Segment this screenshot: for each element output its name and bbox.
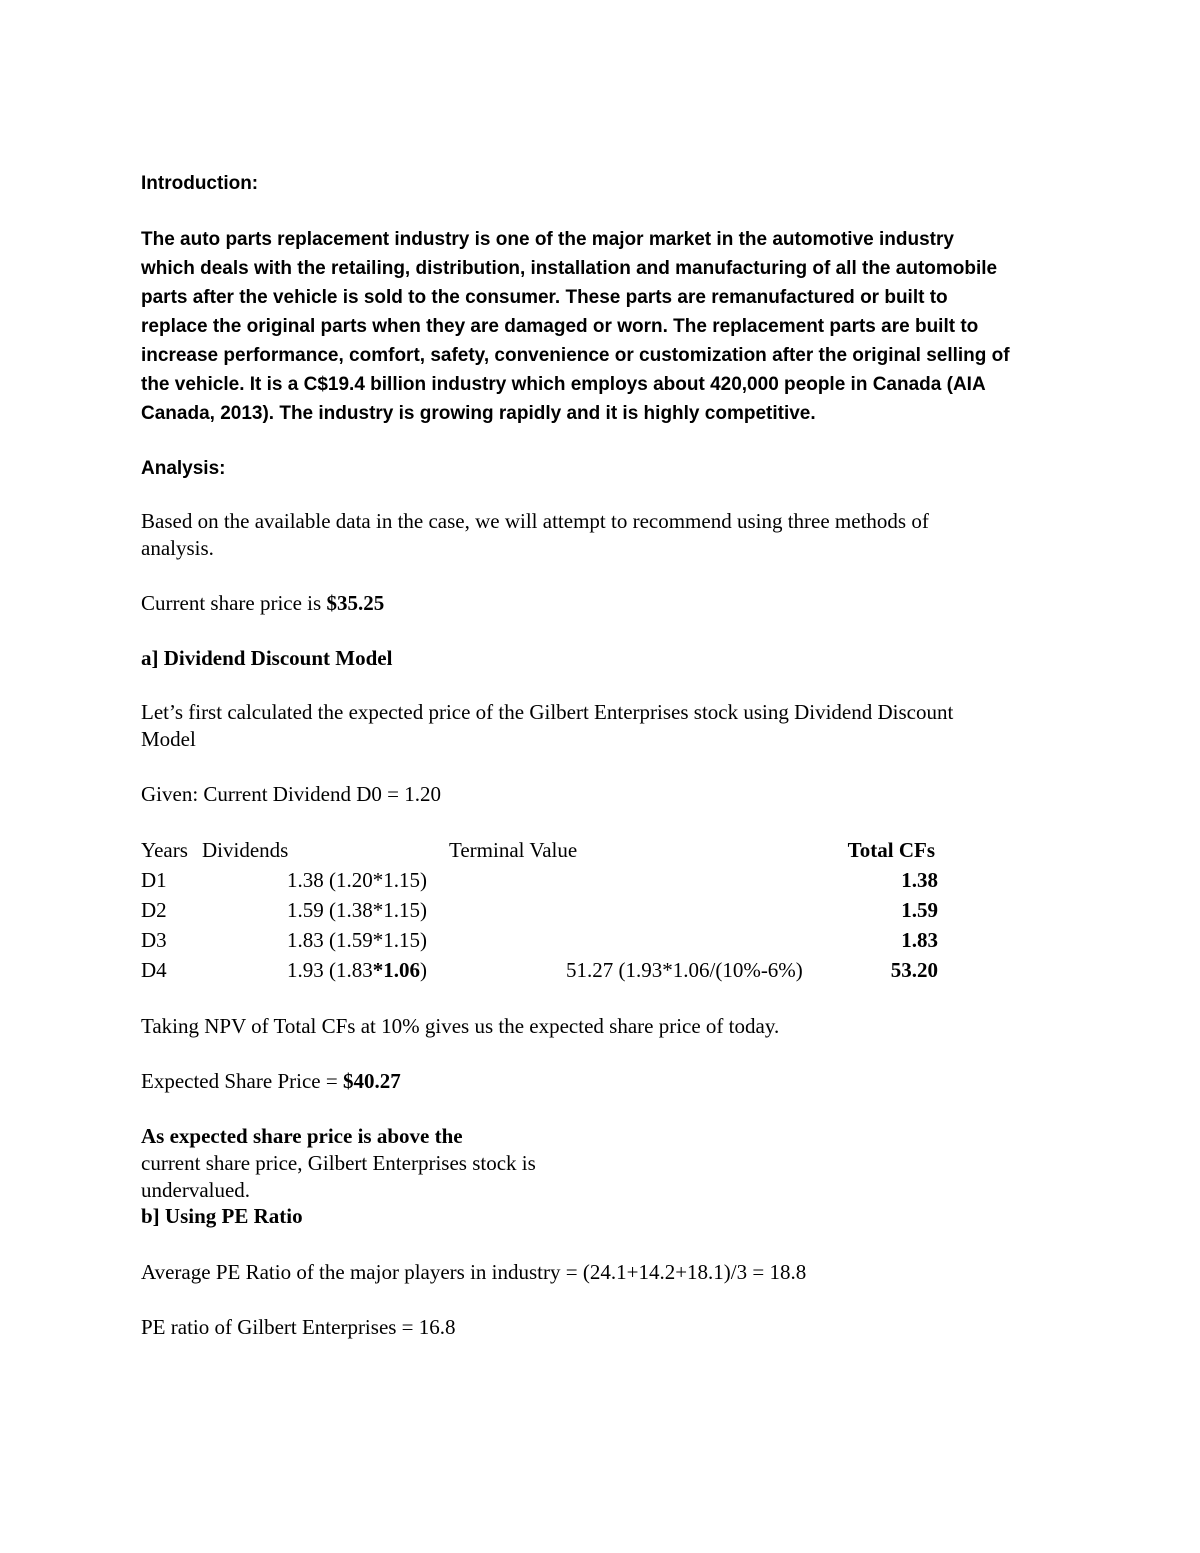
analysis-paragraph bbox=[141, 508, 1071, 562]
given-dividend: Given: Current Dividend D0 = 1.20 bbox=[141, 782, 441, 806]
header-years: Years bbox=[141, 838, 188, 862]
expected-price-label: Expected Share Price = bbox=[141, 1069, 343, 1093]
ddm-intro-paragraph bbox=[141, 699, 1071, 753]
row-dividend bbox=[287, 957, 427, 984]
average-pe-ratio: Average PE Ratio of the major players in industry = (24.1+14.2+18.1)/3 = 18.8 bbox=[141, 1260, 807, 1284]
row-total: 1.59 bbox=[901, 898, 938, 922]
paragraph-line: replace the original parts when they are damaged or worn. The replacement parts are built to bbox=[141, 316, 979, 337]
introduction-heading: Introduction: bbox=[141, 173, 259, 194]
pe-heading: b] Using PE Ratio bbox=[141, 1204, 303, 1228]
paragraph-line: Let’s first calculated the expected price of the Gilbert Enterprises stock using Dividend Discount bbox=[141, 700, 954, 724]
header-dividends: Dividends bbox=[202, 838, 289, 862]
introduction-paragraph bbox=[141, 225, 1071, 428]
row-dividend: 1.38 (1.20*1.15) bbox=[287, 868, 427, 892]
expected-price-value: $40.27 bbox=[342, 1069, 401, 1093]
conclusion-text: current share price, Gilbert Enterprises stock is bbox=[141, 1151, 536, 1175]
analysis-heading: Analysis: bbox=[141, 458, 226, 479]
row-year: D1 bbox=[141, 868, 167, 892]
dividend-text: 1.93 (1.83 bbox=[287, 958, 373, 982]
expected-share-price bbox=[141, 1068, 401, 1095]
row-total: 53.20 bbox=[890, 958, 938, 982]
row-total: 1.83 bbox=[901, 928, 938, 952]
row-year: D2 bbox=[141, 898, 167, 922]
paragraph-line: which deals with the retailing, distribution, installation and manufacturing of all the automobile bbox=[141, 258, 998, 279]
paragraph-line: undervalued. bbox=[141, 1178, 251, 1202]
row-year: D4 bbox=[141, 958, 167, 982]
paragraph-line: the vehicle. It is a C$19.4 billion industry which employs about 420,000 people in Canada (AIA bbox=[141, 374, 986, 395]
row-dividend: 1.59 (1.38*1.15) bbox=[287, 898, 427, 922]
header-terminal-value: Terminal Value bbox=[449, 838, 578, 862]
row-year: D3 bbox=[141, 928, 167, 952]
row-total: 1.38 bbox=[901, 868, 938, 892]
gilbert-pe-ratio: PE ratio of Gilbert Enterprises = 16.8 bbox=[141, 1315, 456, 1339]
current-price-label: Current share price is bbox=[141, 591, 327, 615]
paragraph-line: parts after the vehicle is sold to the consumer. These parts are remanufactured or built to bbox=[141, 287, 948, 308]
current-share-price bbox=[141, 590, 384, 617]
conclusion-emphasis: As expected share price is above the bbox=[141, 1124, 463, 1148]
row-terminal-value: 51.27 (1.93*1.06/(10%-6%) bbox=[566, 958, 803, 982]
paragraph-line: increase performance, comfort, safety, convenience or customization after the original selling of bbox=[141, 345, 1010, 366]
ddm-conclusion bbox=[141, 1123, 1071, 1204]
dividend-text: ) bbox=[420, 958, 427, 982]
paragraph-line: Model bbox=[141, 727, 196, 751]
paragraph-line: analysis. bbox=[141, 536, 214, 560]
dividend-growth: *1.06 bbox=[372, 958, 420, 982]
paragraph-line: The auto parts replacement industry is one of the major market in the automotive industry bbox=[141, 229, 954, 250]
ddm-heading: a] Dividend Discount Model bbox=[141, 646, 393, 670]
row-dividend: 1.83 (1.59*1.15) bbox=[287, 928, 427, 952]
header-total-cfs: Total CFs bbox=[847, 838, 935, 862]
current-price-value: $35.25 bbox=[326, 591, 385, 615]
paragraph-line bbox=[141, 1123, 1071, 1177]
paragraph-line: Canada, 2013). The industry is growing rapidly and it is highly competitive. bbox=[141, 403, 816, 424]
paragraph-line: Based on the available data in the case, we will attempt to recommend using three methods of bbox=[141, 509, 929, 533]
npv-note: Taking NPV of Total CFs at 10% gives us the expected share price of today. bbox=[141, 1014, 780, 1038]
